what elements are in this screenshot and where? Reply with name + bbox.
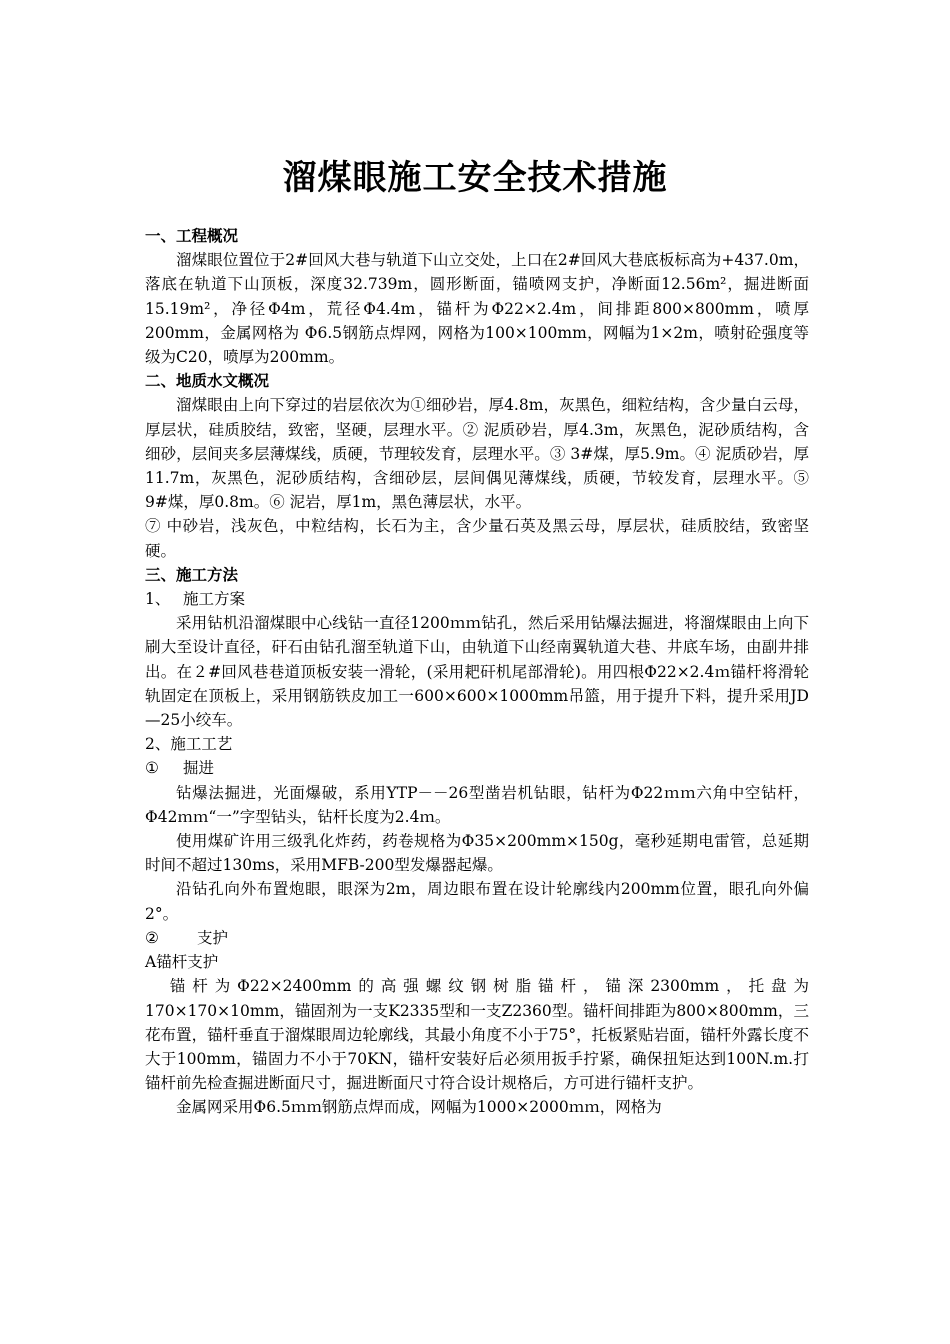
item-excavation-label: 掘进 [183,759,215,778]
item-excavation-number: ① [145,759,159,778]
section-heading-geology: 二、地质水文概况 [145,372,270,391]
paragraph-blastholes: 沿钻孔向外布置炮眼，眼深为2m，周边眼布置在设计轮廓线内200mm位置，眼孔向外偏2°。 [145,880,809,923]
subsection-plan-label: 施工方案 [183,590,246,609]
paragraph-geology-strata: 溜煤眼由上向下穿过的岩层依次为①细砂岩，厚4.8m，灰黑色，细粒结构，含少量白云母，厚层状，硅质胶结，致密，坚硬，层理水平。② 泥质砂岩，厚4.3m，灰黑色，泥砂质结构，含细砂，层间夹多层薄煤线，质硬，节理较发育，层理水平。③ 3#煤，厚5.9m。④ 泥质砂岩，厚11.7m，灰黑色，泥砂质结构，含细砂层，层间偶见薄煤线，质硬，节较发育，层理水平。⑤ 9#煤，厚0.8m。⑥ 泥岩，厚1m，黑色薄层状，水平。 [145,396,809,512]
paragraph-explosives: 使用煤矿许用三级乳化炸药，药卷规格为Φ35×200mm×150g，毫秒延期电雷管，总延期时间不超过130ms，采用MFB-200型发爆器起爆。 [145,832,809,875]
paragraph-anchor-bolts: 锚杆为Φ22×2400mm的高强螺纹钢树脂锚杆，锚深2300mm，托盘为170×170×10mm，锚固剂为一支K2335型和一支Z2360型。锚杆间排距为800×800mm，三花布置，锚杆垂直于溜煤眼周边轮廓线，其最小角度不小于75°，托板紧贴岩面，锚杆外露长度不大于100mm，锚固力不小于70KN，锚杆安装好后必须用扳手拧紧，确保扭矩达到100N.m.打锚杆前先检查掘进断面尺寸，掘进断面尺寸符合设计规格后，方可进行锚杆支护。 [145,977,809,1093]
item-excavation [145,756,809,780]
paragraph-drilling: 钻爆法掘进，光面爆破，系用YTP－－26型凿岩机钻眼，钻杆为Φ22ｍｍ六角中空钻杆，Φ42ｍｍ“一”字型钻头，钻杆长度为2.4ｍ。 [145,783,809,826]
document-title: 溜煤眼施工安全技术措施 [282,158,668,198]
paragraph-plan: 采用钻机沿溜煤眼中心线钻一直径1200ｍｍ钻孔，然后采用钻爆法掘进，将溜煤眼由上向下刷大至设计直径，矸石由钻孔溜至轨道下山，由轨道下山经南翼轨道大巷、井底车场，由副井排出。在２#回风巷巷道顶板安装一滑轮，(采用耙矸机尾部滑轮)。用四根Φ22×2.4ｍ锚杆将滑轮轨固定在顶板上，采用钢筋铁皮加工一600×600×1000mm吊篮，用于提升下料，提升采用JD—25小绞车。 [145,614,809,730]
subsection-process: 2、施工工艺 [145,735,233,754]
paragraph-metal-mesh: 金属网采用Φ6.5ｍｍ钢筋点焊而成，网幅为1000×2000ｍｍ，网格为 [176,1098,662,1117]
section-heading-method: 三、施工方法 [145,565,239,584]
item-support [145,926,809,950]
document-body [145,224,809,1120]
item-support-label: 支护 [197,928,229,947]
subsection-plan-number: 1、 [145,590,171,609]
item-support-number: ② [145,928,159,947]
subitem-anchor-support: A锚杆支护 [145,953,219,972]
paragraph-overview: 溜煤眼位置位于2#回风大巷与轨道下山立交处，上口在2#回风大巷底板标高为+437.0m，落底在轨道下山顶板，深度32.739m，圆形断面，锚喷网支护，净断面12.56m²，掘进断面15.19m²，净径Φ4m，荒径Φ4.4m，锚杆为Φ22×2.4m，间排距800×800mm，喷厚200mm，金属网格为 Φ6.5钢筋点焊网，网格为100×100mm，网幅为1×2m，喷射砼强度等级为C20，喷厚为200mm。 [145,251,809,367]
section-heading-overview: 一、工程概况 [145,227,239,245]
paragraph-geology-sandstone: ⑦ 中砂岩，浅灰色，中粒结构，长石为主，含少量石英及黑云母，厚层状，硅质胶结，致密坚硬。 [145,517,809,560]
subsection-plan [145,587,809,611]
